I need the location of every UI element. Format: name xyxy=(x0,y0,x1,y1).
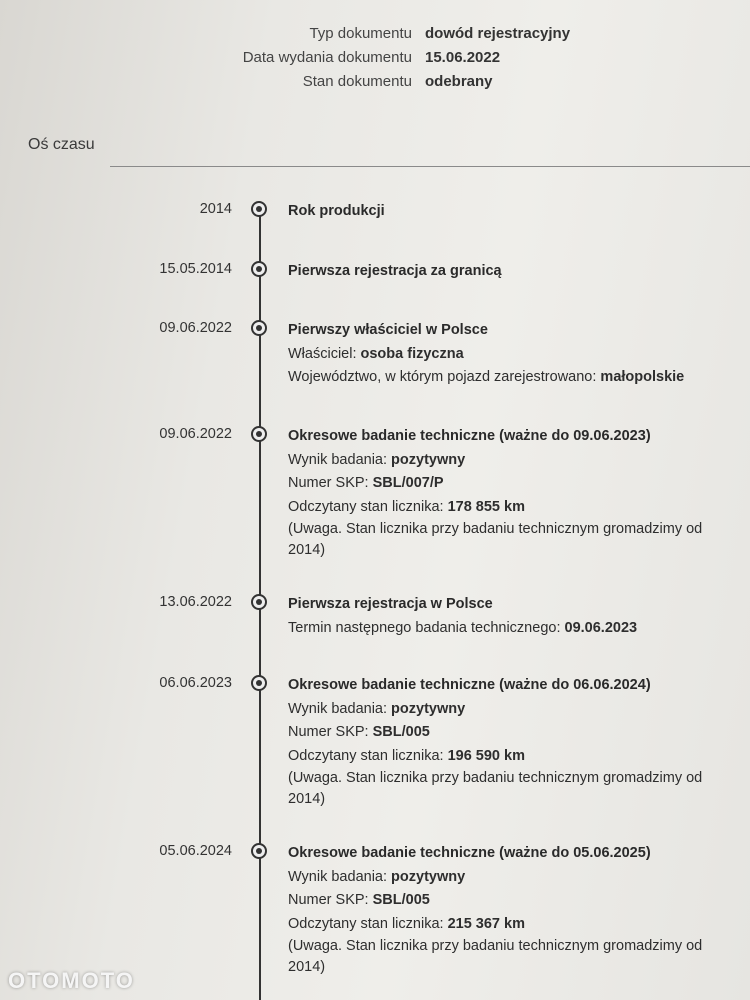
timeline-title: Oś czasu xyxy=(28,136,95,153)
detail-value: SBL/007/P xyxy=(372,475,444,491)
event-detail xyxy=(288,889,728,913)
document-issued-label: Data wydania dokumentu xyxy=(242,49,412,66)
event-date: 09.06.2022 xyxy=(159,320,232,336)
event-date: 2014 xyxy=(199,201,232,217)
event-date: 06.06.2023 xyxy=(159,675,232,691)
detail-label: Odczytany stan licznika: xyxy=(288,498,444,515)
event-detail xyxy=(288,698,728,722)
detail-value: pozytywny xyxy=(391,868,466,885)
document-issued-value: 15.06.2022 xyxy=(425,49,501,66)
detail-label: Właściciel: xyxy=(288,345,357,362)
event-title: Pierwsza rejestracja za granicą xyxy=(288,263,502,279)
timeline-dot-icon xyxy=(251,426,267,442)
event-date: 09.06.2022 xyxy=(159,426,232,442)
event-detail xyxy=(288,496,728,520)
event-detail xyxy=(288,866,728,890)
detail-label: Termin następnego badania technicznego: xyxy=(288,619,561,636)
event-title: Okresowe badanie techniczne (ważne do 05.06.2025) xyxy=(288,845,651,861)
detail-label: Wynik badania: xyxy=(288,868,388,885)
timeline-dot-icon xyxy=(251,261,267,277)
event-title: Okresowe badanie techniczne (ważne do 09.06.2023) xyxy=(288,428,651,444)
document-type-label: Typ dokumentu xyxy=(309,25,412,42)
detail-label: Wynik badania: xyxy=(288,451,388,468)
timeline-dot-icon xyxy=(251,675,267,691)
event-date: 13.06.2022 xyxy=(159,594,232,610)
event-content xyxy=(288,674,728,810)
event-detail xyxy=(288,617,728,641)
detail-value: pozytywny xyxy=(391,700,466,717)
detail-value: osoba fizyczna xyxy=(360,345,464,362)
timeline-dot-icon xyxy=(251,201,267,217)
document-type-value: dowód rejestracyjny xyxy=(425,25,571,42)
document-state-label: Stan dokumentu xyxy=(302,73,412,90)
detail-label: Numer SKP: xyxy=(288,892,369,908)
event-content xyxy=(288,260,728,284)
event-content xyxy=(288,319,728,390)
event-detail xyxy=(288,913,728,937)
detail-value: małopolskie xyxy=(600,369,685,385)
event-content xyxy=(288,200,728,224)
detail-value: 215 367 km xyxy=(447,915,525,932)
document-state-value: odebrany xyxy=(425,73,493,90)
event-note: (Uwaga. Stan licznika przy badaniu technicznym gromadzimy od 2014) xyxy=(288,521,703,558)
event-date: 15.05.2014 xyxy=(159,261,232,277)
detail-value: 178 855 km xyxy=(447,498,525,515)
event-detail xyxy=(288,343,728,367)
detail-value: SBL/005 xyxy=(372,892,430,908)
detail-value: 09.06.2023 xyxy=(564,619,638,636)
event-detail xyxy=(288,745,728,769)
event-title: Okresowe badanie techniczne (ważne do 06.06.2024) xyxy=(288,677,651,693)
event-detail xyxy=(288,472,728,496)
detail-value: pozytywny xyxy=(391,451,466,468)
event-detail xyxy=(288,449,728,473)
detail-value: 196 590 km xyxy=(447,747,525,764)
detail-label: Wynik badania: xyxy=(288,700,388,717)
event-content xyxy=(288,593,728,640)
timeline-dot-icon xyxy=(251,594,267,610)
event-title: Pierwszy właściciel w Polsce xyxy=(288,322,488,338)
timeline-dot-icon xyxy=(251,320,267,336)
event-title: Pierwsza rejestracja w Polsce xyxy=(288,596,493,612)
detail-label: Odczytany stan licznika: xyxy=(288,747,444,764)
detail-label: Numer SKP: xyxy=(288,475,369,491)
event-detail xyxy=(288,366,728,390)
event-title: Rok produkcji xyxy=(288,203,385,219)
otomoto-watermark: OTOMOTO xyxy=(8,968,135,993)
detail-value: SBL/005 xyxy=(372,724,430,740)
event-date: 05.06.2024 xyxy=(159,843,232,859)
event-content xyxy=(288,842,728,978)
detail-label: Numer SKP: xyxy=(288,724,369,740)
event-content xyxy=(288,425,728,561)
section-divider xyxy=(110,166,750,167)
timeline-dot-icon xyxy=(251,843,267,859)
event-detail xyxy=(288,721,728,745)
event-note: (Uwaga. Stan licznika przy badaniu technicznym gromadzimy od 2014) xyxy=(288,770,703,807)
event-note: (Uwaga. Stan licznika przy badaniu technicznym gromadzimy od 2014) xyxy=(288,938,703,975)
detail-label: Odczytany stan licznika: xyxy=(288,915,444,932)
detail-label: Województwo, w którym pojazd zarejestrowano: xyxy=(288,369,597,385)
